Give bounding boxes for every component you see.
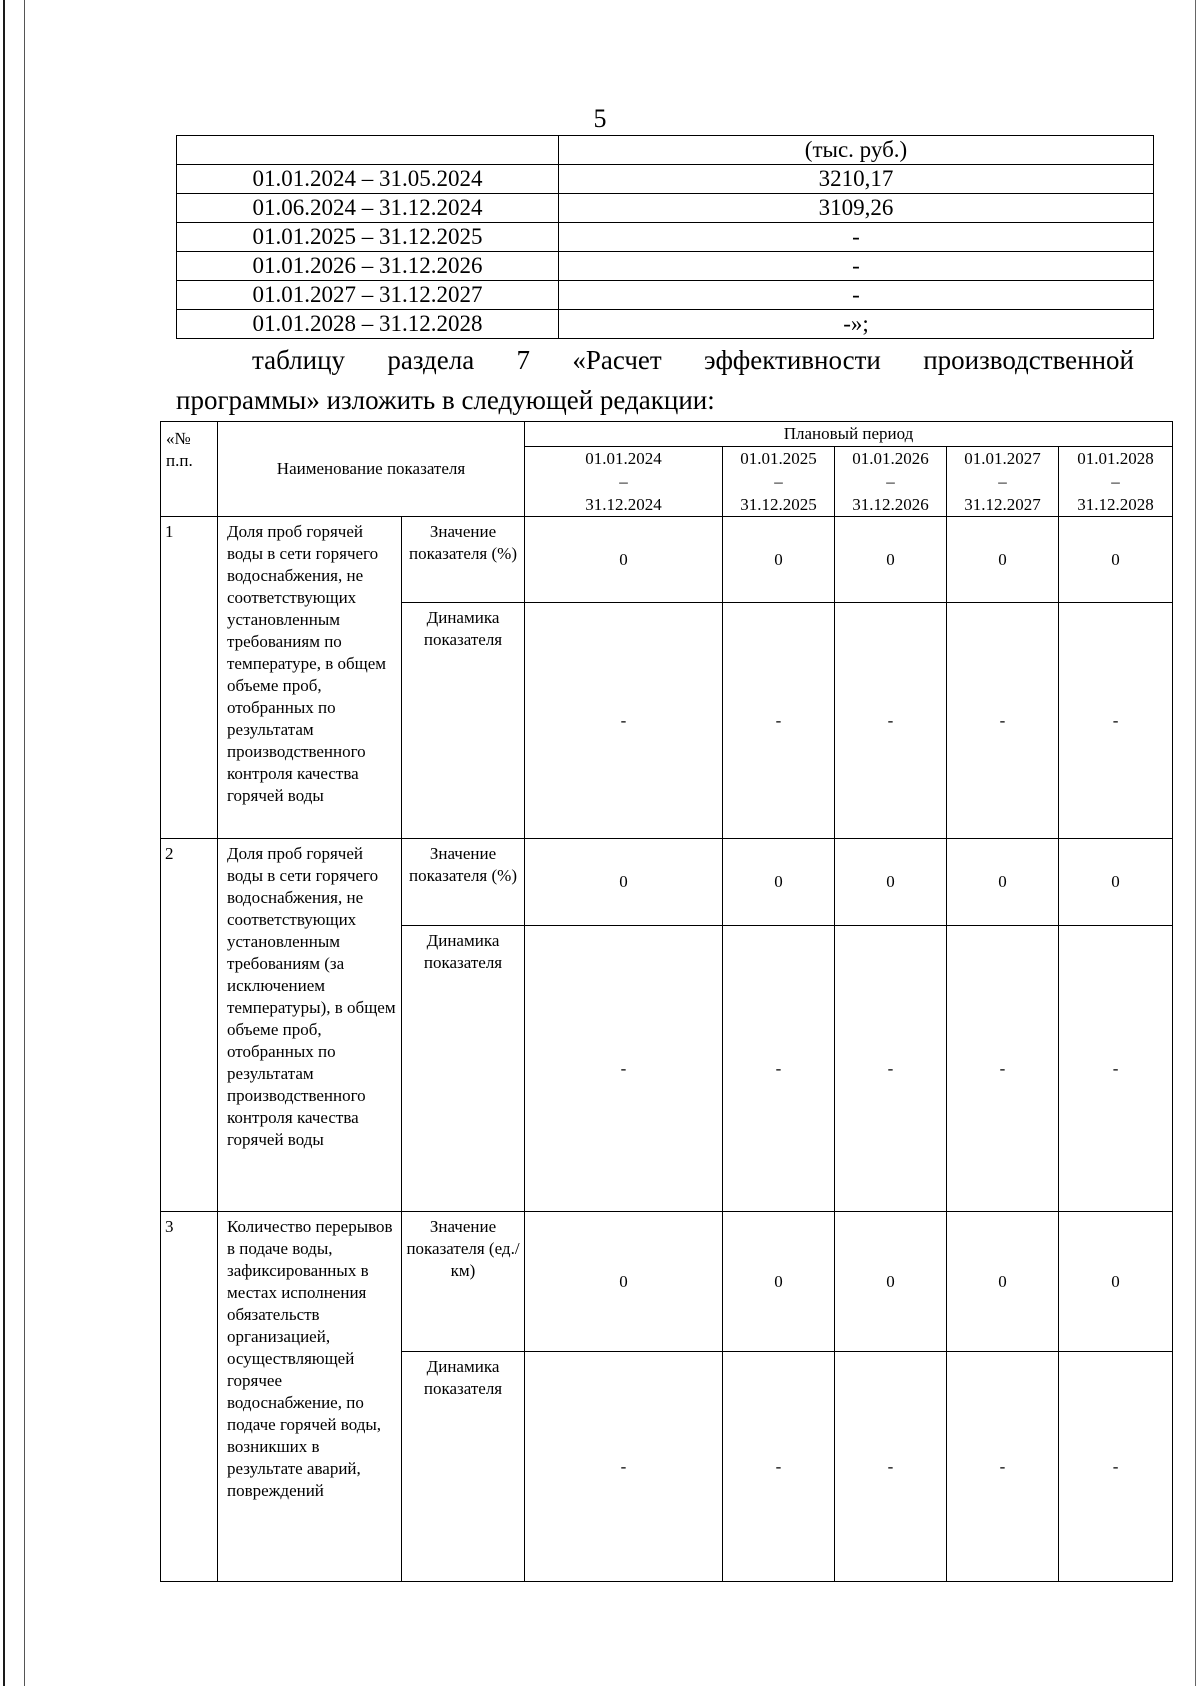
table-row (177, 252, 1154, 281)
dynamics-cell: - (723, 926, 835, 1212)
scan-edge-right (1195, 0, 1196, 1686)
table-cell (177, 136, 559, 165)
period-start: 01.01.2028 (1077, 449, 1154, 468)
value-cell: - (559, 252, 1154, 281)
period-start: 01.01.2027 (964, 449, 1041, 468)
period-end: 31.12.2027 (964, 495, 1041, 514)
table-row (161, 517, 1173, 603)
dynamics-cell: - (835, 1352, 947, 1582)
period-header (1059, 447, 1173, 517)
dynamics-cell: - (947, 1352, 1059, 1582)
period-cell: 01.01.2026 – 31.12.2026 (177, 252, 559, 281)
scan-edge-left (3, 0, 5, 1686)
dynamics-cell: - (835, 603, 947, 839)
paragraph-line-2: программы» изложить в следующей редакции: (176, 385, 715, 415)
period-dash: – (998, 472, 1007, 491)
unit-header: (тыс. руб.) (559, 136, 1154, 165)
value-cell: 0 (525, 1212, 723, 1352)
period-end: 31.12.2026 (852, 495, 929, 514)
value-cell: 0 (723, 1212, 835, 1352)
period-cell: 01.01.2027 – 31.12.2027 (177, 281, 559, 310)
value-cell: 0 (835, 517, 947, 603)
value-label: Значение показателя (%) (402, 839, 525, 926)
period-start: 01.01.2025 (740, 449, 817, 468)
period-cell: 01.01.2024 – 31.05.2024 (177, 165, 559, 194)
period-end: 31.12.2024 (585, 495, 662, 514)
period-start: 01.01.2024 (585, 449, 662, 468)
value-cell: 0 (947, 1212, 1059, 1352)
row-number: 2 (161, 839, 218, 1212)
indicator-name: Доля проб горячей воды в сети горячего водоснабжения, не соответствующих установленным требованиям (за исключением температуры), в общем объеме проб, отобранных по результатам производственного контроля качества горячей воды (218, 839, 402, 1212)
dynamics-cell: - (1059, 1352, 1173, 1582)
value-cell: 3210,17 (559, 165, 1154, 194)
value-cell: 0 (1059, 517, 1173, 603)
header-row (161, 422, 1173, 447)
dynamics-cell: - (525, 1352, 723, 1582)
period-dash: – (886, 472, 895, 491)
table-row (177, 281, 1154, 310)
dynamics-cell: - (947, 926, 1059, 1212)
table-row (177, 223, 1154, 252)
page-number: 5 (593, 104, 607, 133)
value-cell: - (559, 223, 1154, 252)
period-header (723, 447, 835, 517)
value-cell: 0 (723, 517, 835, 603)
period-end: 31.12.2028 (1077, 495, 1154, 514)
dynamics-label: Динамика показателя (402, 603, 525, 839)
dynamics-cell: - (723, 1352, 835, 1582)
dynamics-label: Динамика показателя (402, 1352, 525, 1582)
dynamics-cell: - (947, 603, 1059, 839)
dynamics-cell: - (835, 926, 947, 1212)
efficiency-table (160, 421, 1173, 1582)
value-cell: 0 (947, 517, 1059, 603)
tariff-table (176, 135, 1154, 339)
value-cell: 0 (525, 839, 723, 926)
value-cell: 0 (1059, 839, 1173, 926)
period-dash: – (774, 472, 783, 491)
dynamics-label: Динамика показателя (402, 926, 525, 1212)
period-end: 31.12.2025 (740, 495, 817, 514)
plan-period-header: Плановый период (525, 422, 1173, 447)
scan-edge-inner (24, 0, 25, 1686)
period-cell: 01.01.2028 – 31.12.2028 (177, 310, 559, 339)
period-start: 01.01.2026 (852, 449, 929, 468)
period-header (835, 447, 947, 517)
table-row (161, 1212, 1173, 1352)
row-number: 1 (161, 517, 218, 839)
dynamics-cell: - (1059, 926, 1173, 1212)
paragraph-line-1: таблицу раздела 7 «Расчет эффективности производственной (252, 345, 1134, 375)
name-header: Наименование показателя (218, 422, 525, 517)
value-label: Значение показателя (%) (402, 517, 525, 603)
dynamics-cell: - (723, 603, 835, 839)
indicator-name: Количество перерывов в подаче воды, зафиксированных в местах исполнения обязательств организацией, осуществляющей горячее водоснабжение, по подаче горячей воды, возникших в результате аварий, повреждений (218, 1212, 402, 1582)
table-row (177, 136, 1154, 165)
table-row (161, 839, 1173, 926)
table-row (177, 165, 1154, 194)
value-cell: - (559, 281, 1154, 310)
period-header (947, 447, 1059, 517)
num-header: «№ п.п. (161, 422, 218, 517)
period-cell: 01.06.2024 – 31.12.2024 (177, 194, 559, 223)
value-cell: 0 (525, 517, 723, 603)
value-cell: 3109,26 (559, 194, 1154, 223)
value-label: Значение показателя (ед./км) (402, 1212, 525, 1352)
value-cell: 0 (1059, 1212, 1173, 1352)
value-cell: -»; (559, 310, 1154, 339)
period-cell: 01.01.2025 – 31.12.2025 (177, 223, 559, 252)
value-cell: 0 (835, 1212, 947, 1352)
table-row (177, 310, 1154, 339)
value-cell: 0 (723, 839, 835, 926)
table-row (177, 194, 1154, 223)
dynamics-cell: - (525, 926, 723, 1212)
dynamics-cell: - (525, 603, 723, 839)
value-cell: 0 (947, 839, 1059, 926)
period-dash: – (1111, 472, 1120, 491)
period-header (525, 447, 723, 517)
dynamics-cell: - (1059, 603, 1173, 839)
indicator-name: Доля проб горячей воды в сети горячего водоснабжения, не соответствующих установленным требованиям по температуре, в общем объеме проб, отобранных по результатам производственного контроля качества горячей воды (218, 517, 402, 839)
value-cell: 0 (835, 839, 947, 926)
period-dash: – (619, 472, 628, 491)
row-number: 3 (161, 1212, 218, 1582)
